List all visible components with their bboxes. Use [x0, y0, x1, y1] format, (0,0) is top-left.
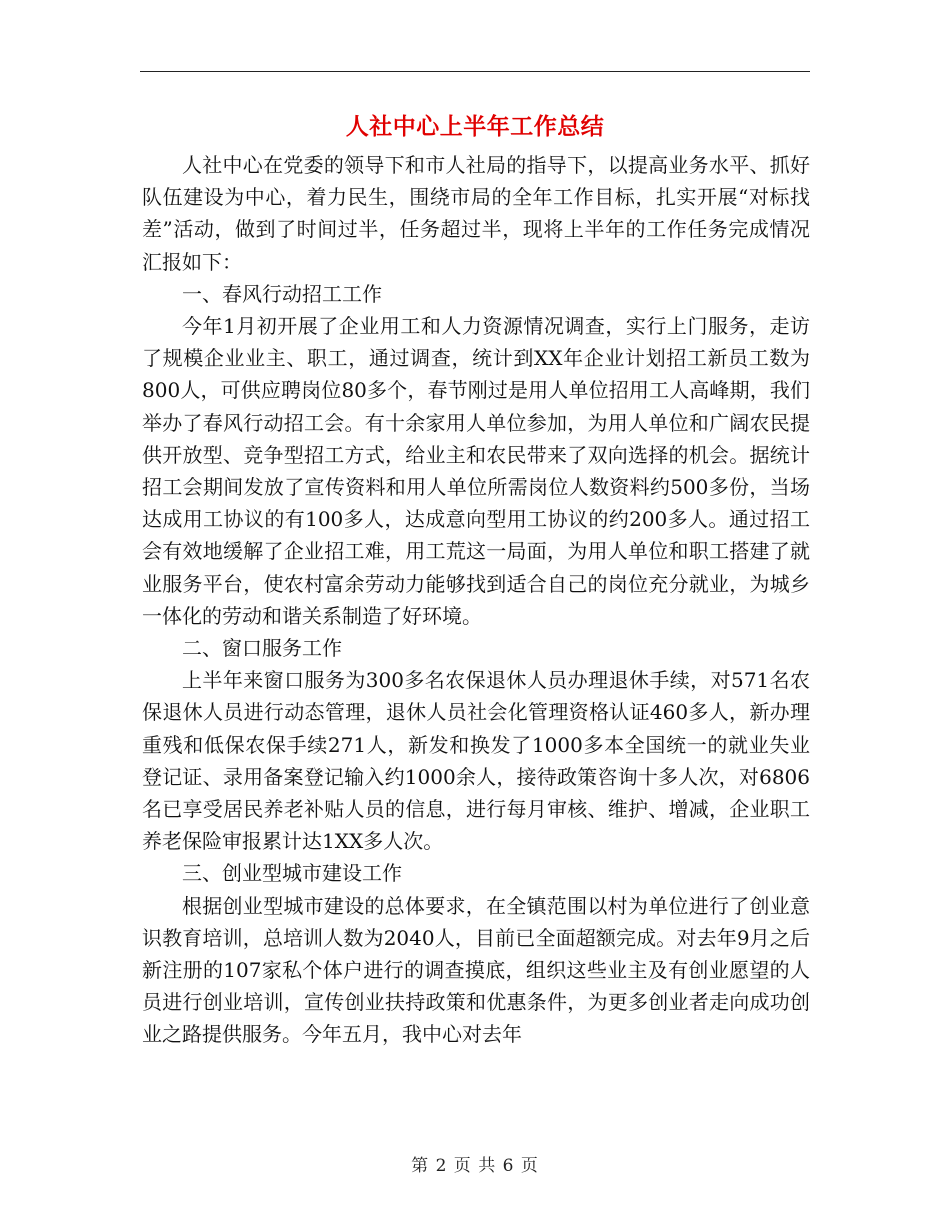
document-title: 人社中心上半年工作总结 [345, 114, 605, 140]
section-2-paragraph: 上半年来窗口服务为300多名农保退休人员办理退休手续，对571名农保退休人员进行动态管理，退休人员社会化管理资格认证460多人，新办理重残和低保农保手续271人，新发和换发了1000多本全国统一的就业失业登记证、录用备案登记输入约1000余人，接待政策咨询十多人次，对6806名已享受居民养老补贴人员的信息，进行每月审核、维护、增减，企业职工养老保险审报累计达1XX多人次。 [142, 668, 810, 854]
section-3-paragraph: 根据创业型城市建设的总体要求，在全镇范围以村为单位进行了创业意识教育培训，总培训人数为2040人，目前已全面超额完成。对去年9月之后新注册的107家私个体户进行的调查摸底，组织这些业主及有创业愿望的人员进行创业培训，宣传创业扶持政策和优惠条件，为更多创业者走向成功创业之路提供服务。今年五月，我中心对去年 [142, 893, 810, 1047]
section-heading-3: 三、创业型城市建设工作 [182, 861, 402, 886]
page-indicator: 第 2 页 共 6 页 [411, 1156, 539, 1176]
section-heading-1: 一、春风行动招工工作 [182, 281, 382, 306]
section-1-paragraph: 今年1月初开展了企业用工和人力资源情况调查，实行上门服务，走访了规模企业业主、职工，通过调查，统计到XX年企业计划招工新员工数为800人，可供应聘岗位80多个，春节刚过是用人单位招用工人高峰期，我们举办了春风行动招工会。有十余家用人单位参加，为用人单位和广阔农民提供开放型、竞争型招工方式，给业主和农民带来了双向选择的机会。据统计招工会期间发放了宣传资料和用人单位所需岗位人数资料约500多份，当场达成用工协议的有100多人，达成意向型用工协议的约200多人。通过招工会有效地缓解了企业招工难，用工荒这一局面，为用人单位和职工搭建了就业服务平台，使农村富余劳动力能够找到适合自己的岗位充分就业，为城乡一体化的劳动和谐关系制造了好环境。 [142, 314, 810, 628]
intro-paragraph: 人社中心在党委的领导下和市人社局的指导下，以提高业务水平、抓好队伍建设为中心，着力民生，围绕市局的全年工作目标，扎实开展“对标找差”活动，做到了时间过半，任务超过半，现将上半年的工作任务完成情况汇报如下： [142, 153, 810, 274]
header-rule [140, 71, 810, 72]
section-heading-2: 二、窗口服务工作 [182, 636, 342, 661]
document-body [142, 149, 810, 1051]
